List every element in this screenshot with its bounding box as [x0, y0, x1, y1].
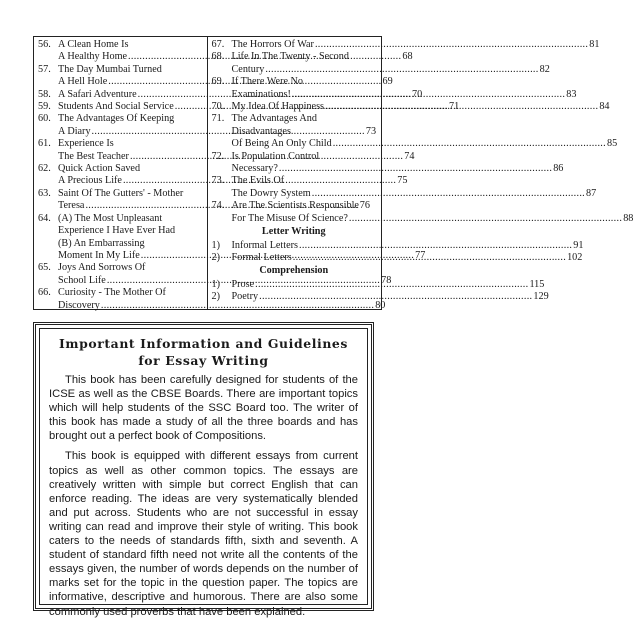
- toc-leader-dots: [255, 279, 528, 291]
- toc-entry-text: Quick Action Saved: [58, 163, 141, 175]
- toc-entry-line: [232, 213, 633, 225]
- toc-entry-text: Examinations!: [231, 88, 291, 100]
- toc-leader-dots: [325, 101, 598, 113]
- toc-entry-text: Students And Social Service: [58, 101, 174, 113]
- toc-entry-text: Prose: [231, 278, 255, 290]
- toc-page-number: 69: [382, 76, 393, 88]
- toc-page-number: 85: [607, 138, 618, 150]
- toc-entry-text: A Precious Life: [58, 175, 122, 187]
- toc-entry-title: [232, 200, 633, 225]
- toc-entry-title: [232, 279, 545, 291]
- toc-leader-dots: [315, 39, 588, 51]
- toc-entry-text: A Healthy Home: [58, 51, 128, 63]
- toc-leader-dots: [293, 249, 566, 264]
- toc-entry: [211, 291, 549, 303]
- toc-leader-dots: [292, 89, 565, 101]
- toc-entry-line: [232, 39, 600, 51]
- toc-page-number: 76: [359, 200, 370, 212]
- toc-entry-text: The Day Mumbai Turned: [58, 63, 162, 75]
- toc-entry-text: The Evils Of: [231, 175, 285, 187]
- toc-entry-line: [232, 188, 597, 200]
- toc-entry: [211, 51, 550, 76]
- toc-entry-number: 65.: [38, 262, 51, 274]
- toc-entry-text: School Life: [58, 274, 106, 286]
- toc-entry-number: 60.: [38, 113, 51, 125]
- toc-entry-title: [232, 39, 600, 51]
- toc-entry-number: 66.: [38, 287, 51, 299]
- toc-entry-line: [232, 113, 618, 125]
- toc-entry-text: Of Being An Only Child: [231, 138, 332, 150]
- toc-entry: [211, 113, 618, 150]
- toc-entry-text: Experience Is: [58, 138, 114, 150]
- toc-entry-title: [232, 291, 549, 303]
- toc-page-number: 91: [573, 239, 584, 251]
- toc-entry-text: Joys And Sorrows Of: [58, 262, 146, 274]
- toc-entry-text: Informal Letters: [231, 239, 298, 251]
- toc-page-number: 87: [586, 187, 597, 199]
- toc-entry-text: A Safari Adventure: [58, 88, 137, 100]
- toc-entry-title: [232, 113, 618, 150]
- guidelines-title-line1: Important Information and Guidelines: [59, 336, 348, 351]
- toc-entry-text: The Advantages Of Keeping: [58, 113, 175, 125]
- toc-entry-text: For The Misuse Of Science?: [231, 212, 348, 224]
- toc-entry-number: 62.: [38, 163, 51, 175]
- toc-entry-text: The Horrors Of War: [231, 39, 314, 50]
- toc-entry-number: 58.: [38, 88, 51, 100]
- toc-entry-text: Moment In My Life: [58, 249, 140, 261]
- toc-entry-number: 1): [211, 239, 220, 251]
- toc-entry-line: [232, 279, 545, 291]
- toc-entry-line: [232, 101, 610, 113]
- toc-page-number: 80: [375, 299, 386, 311]
- toc-entry-line: [231, 249, 583, 264]
- toc-entry-text: Life In The Twenty - Second: [231, 51, 349, 63]
- toc-entry-title: [232, 240, 584, 252]
- toc-entry-number: 67.: [211, 39, 225, 50]
- toc-entry-text: The Dowry System: [231, 187, 311, 199]
- toc-entry-number: 68.: [211, 51, 225, 63]
- toc-page-number: 74: [404, 150, 415, 162]
- toc-leader-dots: [349, 213, 622, 225]
- toc-entry-text: Disadvantages: [231, 125, 291, 137]
- toc-page-number: 84: [599, 101, 610, 113]
- toc-page-number: 88: [623, 212, 633, 224]
- toc-entry-title: [232, 51, 550, 76]
- toc-entry-title: [231, 249, 583, 264]
- toc-entry-text: Is Population Control: [231, 150, 320, 162]
- toc-page-number: 82: [539, 63, 550, 75]
- guidelines-inner: [39, 328, 368, 618]
- toc-leader-dots: [279, 163, 552, 175]
- toc-page-number: 71: [449, 101, 460, 113]
- toc-page-number: 115: [529, 278, 545, 290]
- toc-entry-line: [232, 89, 577, 101]
- toc-entry-text: Curiosity - The Mother Of: [58, 287, 166, 299]
- toc-entry-number: 72.: [211, 150, 225, 162]
- toc-entry-text: The Advantages And: [231, 113, 317, 125]
- toc-entry-text: The Best Teacher: [58, 150, 129, 162]
- toc-entry-title: [232, 76, 577, 101]
- toc-entry-line: [232, 200, 633, 212]
- toc-entry-line: [232, 240, 584, 252]
- toc-entry-text: Necessary?: [231, 163, 278, 175]
- toc-page-number: 77: [415, 249, 426, 261]
- toc-leader-dots: [259, 291, 532, 303]
- toc-entry-text: A Diary: [58, 125, 91, 137]
- toc-entry-number: 59.: [38, 101, 51, 113]
- toc-leader-dots: [312, 188, 585, 200]
- toc-leader-dots: [299, 240, 572, 252]
- toc-entry-number: 74.: [211, 200, 225, 212]
- toc-entry-number: 61.: [38, 138, 51, 150]
- guidelines-title-line2: for Essay Writing: [138, 353, 269, 368]
- toc-entry-title: [232, 101, 610, 113]
- toc-page-number: 81: [589, 39, 600, 50]
- toc-leader-dots: [333, 138, 606, 150]
- toc-page-number: 78: [381, 274, 392, 286]
- toc-entry-text: (B) An Embarrassing: [58, 237, 145, 249]
- guidelines-paragraph-2: This book is equipped with different essays from current topics as well as other common topics. The essays are creatively written with simple but correct English that can enforce reading. The ideas are very systematically blended and put across. Students who are not successful in essay writing can read and improve their style of writing. This book caters to the needs of standards fifth, sixth and seventh. A student of standard fifth need not write all the contents of the essays given, the number of words depends on the number of marks set for the topic in the question paper. The topics are informative, descriptive and humorous. There are also some commonly used proverbs that have been explained.: [49, 450, 358, 618]
- toc-entry-number: 70.: [211, 101, 225, 113]
- toc-entry-line: [232, 126, 618, 138]
- toc-entry-text: Teresa: [58, 200, 85, 212]
- toc-entry-number: 2): [211, 251, 220, 263]
- toc-entry-text: A Clean Home Is: [58, 39, 129, 50]
- toc-entry-line: [232, 291, 549, 303]
- toc-entry-number: 57.: [38, 63, 51, 75]
- toc-entry-text: Discovery: [58, 299, 100, 311]
- toc-entry-line: [232, 151, 564, 163]
- toc-entry-line: [232, 138, 618, 150]
- toc-page-number: 102: [567, 251, 583, 263]
- toc-entry: [211, 200, 633, 225]
- toc-entry-text: Formal Letters: [231, 251, 292, 263]
- toc-page-number: 129: [533, 291, 549, 303]
- toc-page-number: 83: [566, 88, 577, 100]
- toc-entry-line: [232, 163, 564, 175]
- toc-page-number: 68: [402, 51, 413, 63]
- toc-entry-text: (A) The Most Unpleasant: [58, 212, 163, 224]
- toc-entry-line: [232, 76, 577, 88]
- toc-entry-number: 71.: [211, 113, 225, 125]
- toc-entry-text: Experience I Have Ever Had: [58, 225, 176, 237]
- toc-entry-number: 64.: [38, 212, 51, 224]
- toc-entry-line: [232, 51, 550, 63]
- toc-entry-text: Century: [231, 63, 265, 75]
- table-of-contents: [33, 36, 633, 311]
- toc-entry-text: Poetry: [231, 291, 259, 303]
- toc-entry-text: Saint Of The Gutters' - Mother: [58, 187, 184, 199]
- toc-entry-line: [232, 175, 597, 187]
- toc-entry-number: 56.: [38, 39, 51, 50]
- guidelines-paragraph-1: This book has been carefully designed for students of the ICSE as well as the CBSE Boards. There are important topics which will help students of the SSC Board too. The writer of this book has made a study of all the three boards and has brought out a perfect book of Compositions.: [49, 374, 358, 443]
- toc-page-number: 73: [365, 125, 377, 137]
- toc-page-number: 70: [411, 88, 423, 100]
- toc-entry-number: 69.: [211, 76, 225, 88]
- toc-entry-number: 63.: [38, 187, 51, 199]
- guidelines-box: [33, 322, 374, 618]
- letter-writing-heading: Letter Writing: [261, 226, 326, 238]
- toc-entry: [211, 39, 600, 51]
- toc-entry-line: [232, 64, 550, 76]
- toc-entry-title: [232, 175, 597, 200]
- toc-entry-text: A Hell Hole: [58, 76, 108, 88]
- toc-leader-dots: [265, 64, 538, 76]
- toc-entry-text: Are The Scientists Responsible: [231, 200, 359, 212]
- toc-entry: [211, 239, 584, 252]
- toc-page-number: 86: [553, 163, 564, 175]
- toc-entry-number: 1): [211, 278, 220, 290]
- guidelines-title: [49, 335, 358, 369]
- toc-entry-text: If There Were No: [231, 76, 303, 88]
- toc-entry-number: 73.: [211, 175, 225, 187]
- toc-entry-title: [232, 151, 564, 176]
- toc-entry-number: 2): [211, 291, 220, 303]
- comprehension-heading: Comprehension: [259, 265, 329, 277]
- toc-page-number: 75: [397, 175, 408, 187]
- toc-entry-text: My Idea Of Happiness: [231, 101, 325, 113]
